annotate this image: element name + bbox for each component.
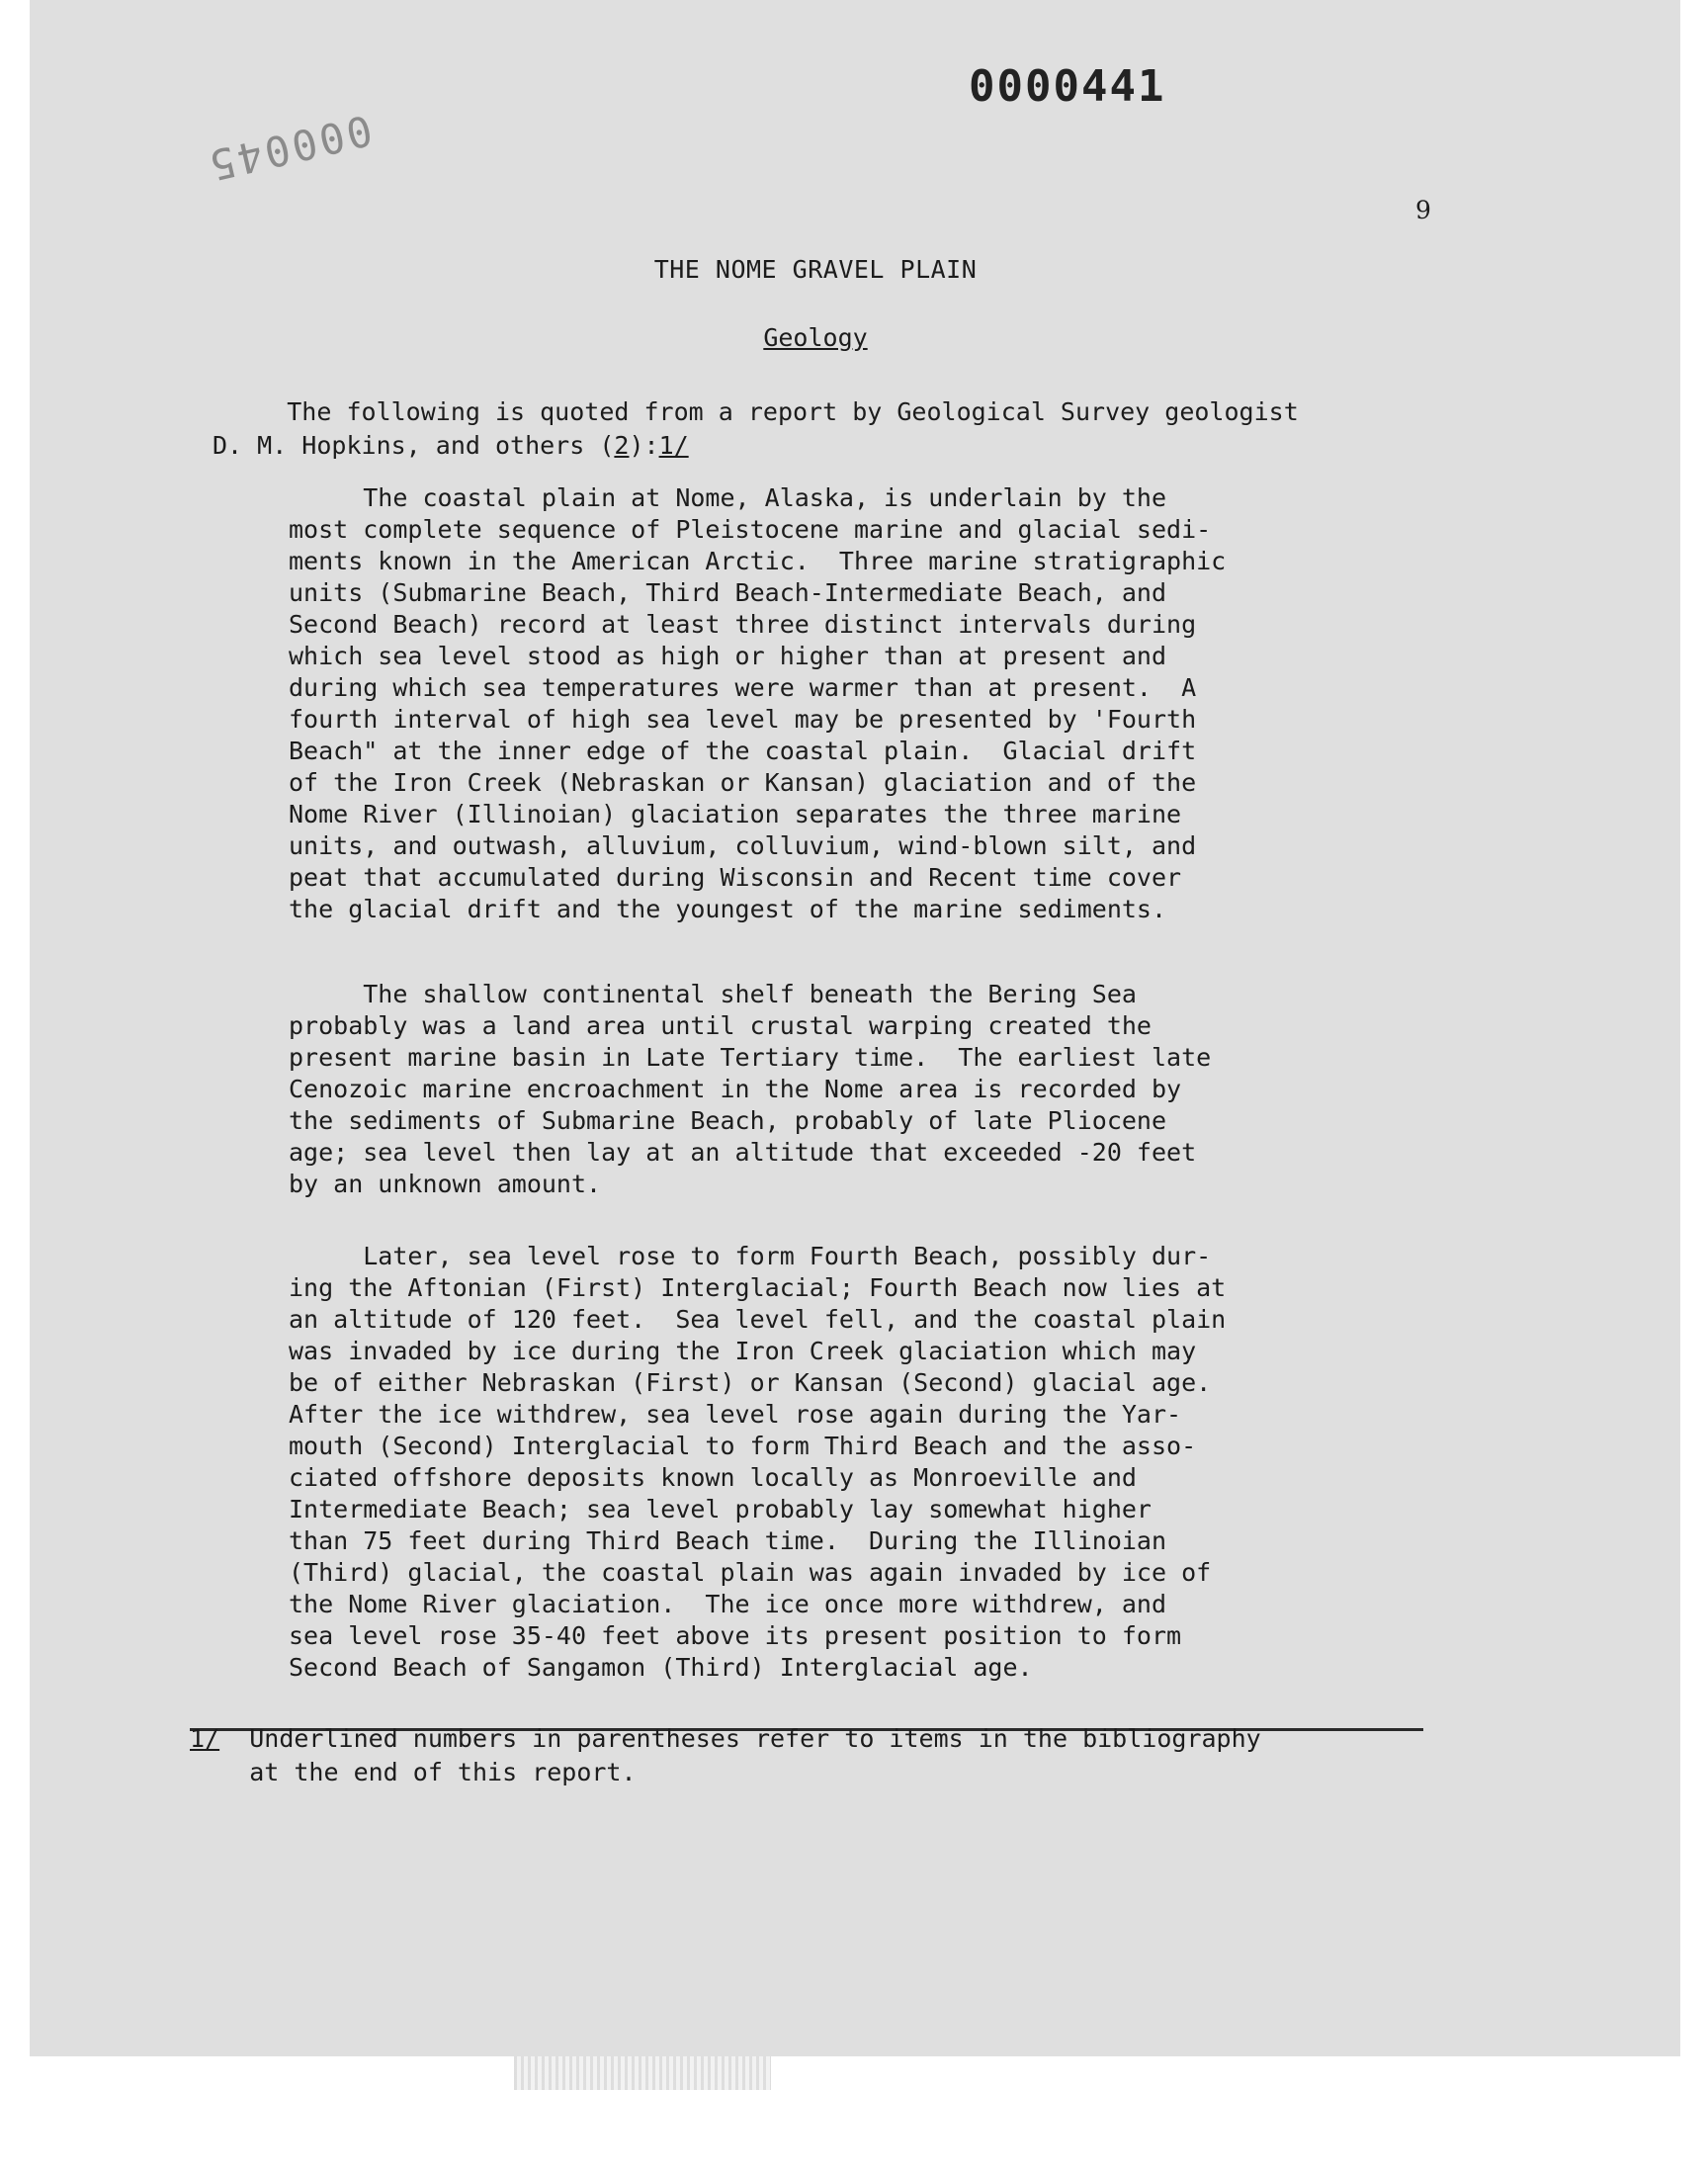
quote-paragraph-3: Later, sea level rose to form Fourth Beach, possibly dur- ing the Aftonian (First) Interglacial; Fourth Beach now lies at an altitude of 120 feet. Sea level fell, and the coastal plain was invaded by ice during the Iron Creek glaciation which may be of either Nebraskan (First) or Kansan (Second) glacial age. After the ice withdrew, sea level rose again during the Yar- mouth (Second) Interglacial to form Third Beach and the asso- ciated offshore deposits known locally as Monroeville and Intermediate Beach; sea level probably lay somewhat higher than 75 feet during Third Beach time. During the Illinoian (Third) glacial, the coastal plain was again invaded by ice of the Nome River glaciation. The ice once more withdrew, and sea level rose 35-40 feet above its present position to form Second Beach of Sangamon (Third) Interglacial age. (289, 1242, 1227, 1682)
intro-line-1: The following is quoted from a report by Geological Survey geologist (213, 397, 1299, 426)
scan-artifact (514, 2056, 771, 2090)
page-number: 9 (1415, 196, 1431, 224)
intro-paragraph (213, 395, 1488, 463)
footnote-mark: 1/ (190, 1724, 220, 1753)
intro-line-2-mid: ): (629, 431, 659, 460)
scan-margin (0, 2056, 1708, 2175)
section-heading (30, 323, 1601, 352)
document-page (30, 0, 1680, 2056)
quote-paragraph-1: The coastal plain at Nome, Alaska, is underlain by the most complete sequence of Pleistocene marine and glacial sedi- ments known in the American Arctic. Three marine stratigraphic units (Submarine Beach, Third Beach-Intermediate Beach, and Second Beach) record at least three distinct intervals during which sea level stood as high or higher than at present and during which sea temperatures were warmer than at present. A fourth interval of high sea level may be presented by 'Fourth Beach" at the inner edge of the coastal plain. Glacial drift of the Iron Creek (Nebraskan or Kansan) glaciation and of the Nome River (Illinoian) glaciation separates the three marine units, and outwash, alluvium, colluvium, wind-blown silt, and peat that accumulated during Wisconsin and Recent time cover the glacial drift and the youngest of the marine sediments. (289, 483, 1227, 923)
footnote-text: Underlined numbers in parentheses refer to items in the bibliography at the end of this report. (249, 1724, 1261, 1786)
footnote-reference: 1/ (658, 431, 689, 460)
rotated-stamp: 000045 (202, 105, 378, 191)
document-stamp-number: 0000441 (969, 61, 1166, 112)
bibliography-reference: 2 (614, 431, 630, 460)
quote-paragraph-2: The shallow continental shelf beneath the Bering Sea probably was a land area until crustal warping created the present marine basin in Late Tertiary time. The earliest late Cenozoic marine encroachment in the Nome area is recorded by the sediments of Submarine Beach, probably of late Pliocene age; sea level then lay at an altitude that exceeded -20 feet by an unknown amount. (289, 980, 1212, 1198)
intro-line-2-prefix: D. M. Hopkins, and others ( (213, 431, 615, 460)
page-title: THE NOME GRAVEL PLAIN (653, 255, 978, 284)
section-heading-text: Geology (763, 323, 868, 352)
footnote (190, 1722, 1435, 1789)
